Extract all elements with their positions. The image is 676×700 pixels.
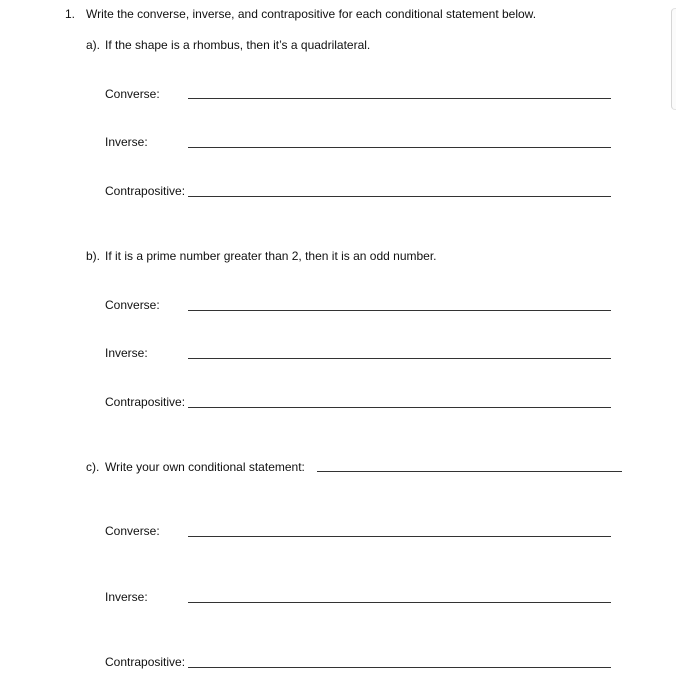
part-b-contrapositive-label: Contrapositive:	[105, 395, 186, 409]
part-a-inverse-line[interactable]	[188, 147, 611, 148]
part-c-inverse-label: Inverse:	[105, 590, 148, 604]
part-b-converse-label: Converse:	[105, 298, 160, 312]
part-a-inverse-label: Inverse:	[105, 135, 148, 149]
part-c-inverse-line[interactable]	[188, 602, 611, 603]
part-b-converse-line[interactable]	[188, 310, 611, 311]
scrollbar-edge[interactable]	[671, 8, 676, 110]
part-c-contrapositive-label: Contrapositive:	[105, 655, 186, 669]
question-prompt: Write the converse, inverse, and contrapositive for each conditional statement below.	[86, 7, 537, 21]
part-b-contrapositive-line[interactable]	[188, 407, 611, 408]
part-c-statement-line[interactable]	[317, 471, 622, 472]
part-a-contrapositive-label: Contrapositive:	[105, 184, 186, 198]
part-b-statement: If it is a prime number greater than 2, then it is an odd number.	[105, 249, 437, 263]
part-a-letter: a).	[86, 38, 101, 52]
part-a-contrapositive-line[interactable]	[188, 196, 611, 197]
part-b-inverse-line[interactable]	[188, 358, 611, 359]
part-a-converse-label: Converse:	[105, 87, 160, 101]
part-c-statement: Write your own conditional statement:	[105, 460, 305, 474]
question-number: 1.	[65, 7, 76, 21]
part-c-letter: c).	[86, 460, 100, 474]
part-b-inverse-label: Inverse:	[105, 346, 148, 360]
part-c-converse-label: Converse:	[105, 524, 160, 538]
part-a-converse-line[interactable]	[188, 98, 611, 99]
part-c-contrapositive-line[interactable]	[188, 667, 611, 668]
part-b-letter: b).	[86, 249, 101, 263]
part-a-statement: If the shape is a rhombus, then it’s a quadrilateral.	[105, 38, 371, 52]
part-c-converse-line[interactable]	[188, 536, 611, 537]
